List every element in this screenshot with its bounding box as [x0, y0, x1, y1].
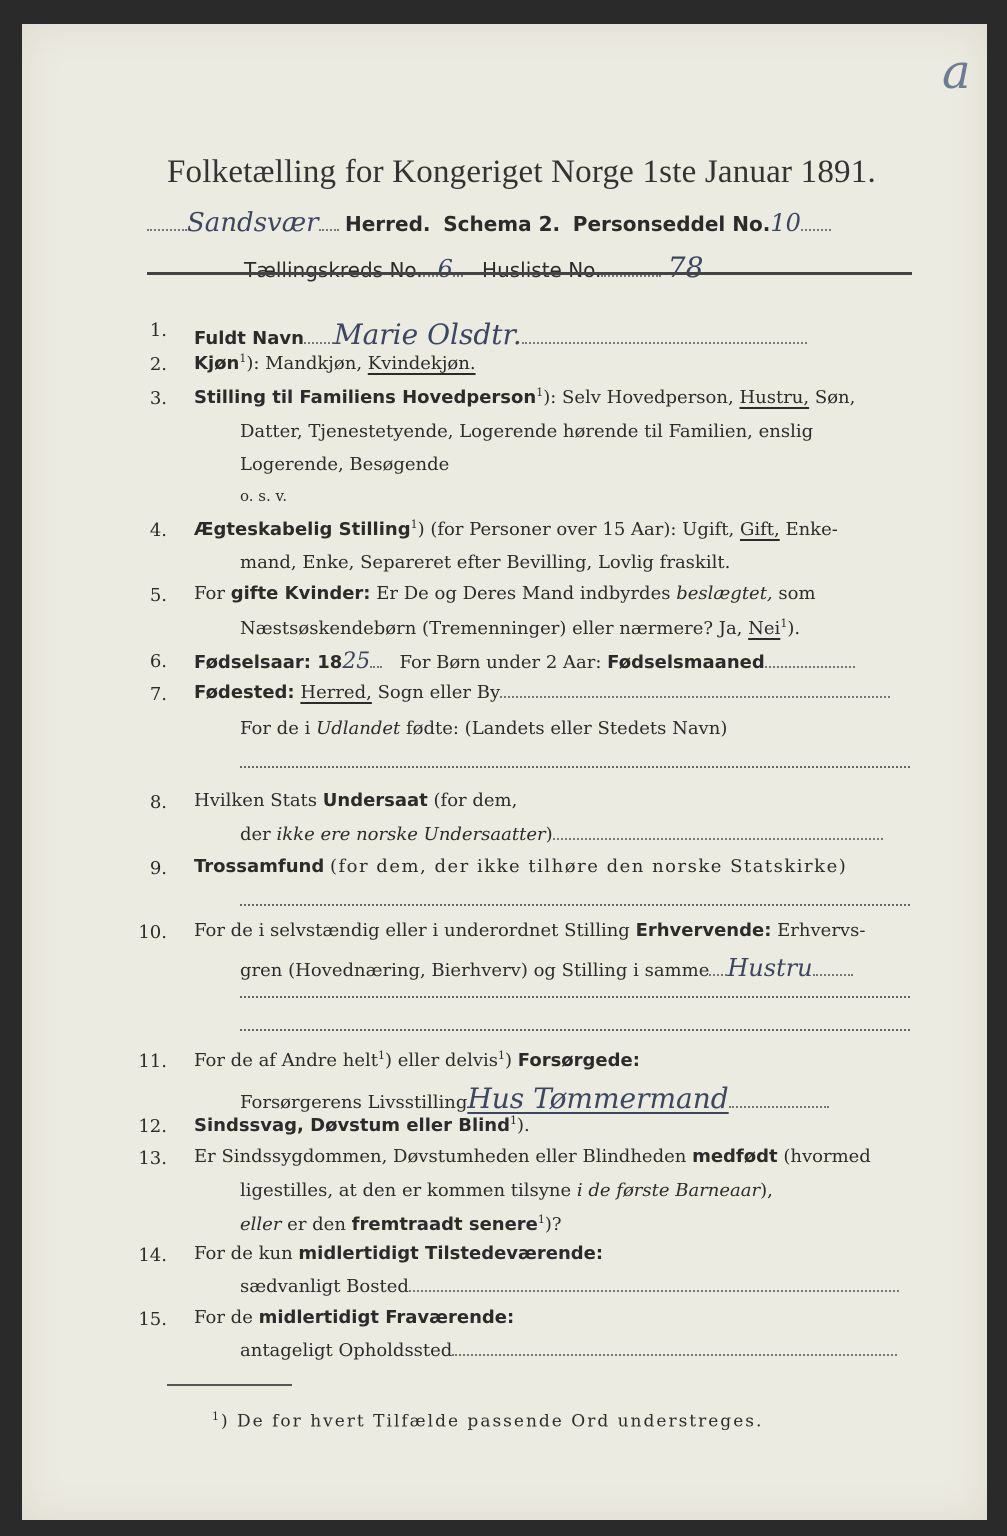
item-text: For de af Andre helt [194, 1050, 379, 1071]
footnote-ref: 1 [536, 386, 544, 399]
item-text: i de første Barneaar [576, 1180, 761, 1201]
answer-line[interactable] [240, 904, 910, 906]
item-number: 2. [149, 354, 167, 375]
item-text: Enke- [785, 519, 838, 540]
footnote-ref: 1 [780, 617, 788, 630]
item-label: midlertidigt Fraværende: [258, 1307, 515, 1328]
item-number: 12. [138, 1116, 167, 1137]
item-text: ) (for Personer over 15 Aar): Ugift, [417, 519, 735, 540]
item-citizenship-line2: der ikke ere norske Undersaatter) [240, 824, 883, 845]
item-text: ikke ere norske Undersaatter [276, 824, 546, 845]
item-gender [194, 352, 476, 374]
item-text: ). [787, 618, 801, 639]
item-number: 5. [149, 585, 167, 606]
item-text: eller delvis [397, 1050, 499, 1071]
item-label: medfødt [692, 1146, 778, 1167]
footnote-ref: 1 [239, 352, 247, 365]
item-label: gifte Kvinder: [230, 583, 371, 604]
marital-selected[interactable]: Gift, [739, 519, 780, 540]
item-marital-status [194, 518, 838, 540]
item-label: Stilling til Familiens Hovedperson [194, 387, 537, 408]
item-label: Kjøn [194, 353, 240, 374]
item-temporary-absent [194, 1307, 514, 1328]
item-text: ), [760, 1180, 773, 1201]
item-number: 4. [149, 520, 167, 541]
schema-label: Schema 2. [443, 212, 561, 236]
item-number: 8. [149, 792, 167, 813]
item-text: (for dem, der ikke tilhøre den norske Statskirke) [329, 856, 848, 877]
corner-annotation: a [942, 44, 971, 100]
item-text: mand, Enke, Separeret efter Bevilling, Lovlig fraskilt. [240, 552, 731, 573]
item-number: 13. [138, 1148, 167, 1169]
item-number: 6. [149, 651, 167, 672]
item-text: For Børn under 2 Aar: [399, 652, 602, 673]
item-label: Erhvervende: [635, 920, 772, 941]
herred-value[interactable]: Sandsvær [187, 208, 319, 238]
item-married-women [194, 583, 816, 604]
item-label: Ægteskabelig Stilling [194, 519, 411, 540]
kreds-label: Tællingskreds No. [244, 258, 423, 282]
item-label: fremtraadt senere [351, 1214, 538, 1235]
item-label: Sindssvag, Døvstum eller Blind [194, 1115, 510, 1136]
item-temporary-absent-line2 [240, 1340, 897, 1361]
occupation-value[interactable]: Hustru [727, 954, 813, 982]
item-number: 10. [138, 922, 167, 943]
item-temporary-present-line2 [240, 1276, 899, 1297]
footnote-text: ) De for hvert Tilfælde passende Ord understreges. [221, 1411, 764, 1432]
item-congenital-line2 [240, 1180, 773, 1201]
provider-occupation-value[interactable]: Hus Tømmermand [467, 1082, 729, 1115]
item-dependents: For de af Andre helt$^1$) eller delvis$^1$) Forsørgede: [194, 1049, 640, 1071]
item-congenital [194, 1146, 871, 1167]
item-number: 7. [149, 684, 167, 705]
item-birthplace [194, 682, 890, 703]
answer-line[interactable] [240, 1029, 910, 1031]
item-text: For [194, 583, 225, 604]
item-text: beslægtet, [676, 583, 773, 604]
personseddel-value[interactable]: 10 [770, 209, 801, 237]
item-text: Erhvervs- [777, 920, 866, 941]
birth-year-value[interactable]: 25 [342, 649, 371, 674]
item-text: Logerende, Besøgende [240, 454, 450, 475]
position-selected[interactable]: Hustru, [739, 387, 810, 408]
item-text: eller [240, 1214, 282, 1235]
item-number: 14. [138, 1245, 167, 1266]
footnote-ref: 1 [498, 1049, 506, 1062]
item-text: Næstsøskendebørn (Tremenninger) eller nærmere? Ja, [240, 618, 743, 639]
footnote-ref: 1 [378, 1049, 386, 1062]
gender-selected[interactable]: Kvindekjøn. [367, 353, 476, 374]
item-temporary-present [194, 1243, 603, 1264]
item-text: ligestilles, at den er kommen tilsyne [240, 1180, 572, 1201]
item-text: o. s. v. [240, 487, 287, 505]
item-number: 11. [138, 1051, 167, 1072]
item-text: ). [516, 1115, 530, 1136]
header-rule [147, 272, 912, 275]
item-label: midlertidigt Tilstedeværende: [298, 1243, 604, 1264]
item-text: Datter, Tjenestetyende, Logerende hørende til Familien, enslig [240, 421, 814, 442]
item-text: For de i [240, 718, 311, 739]
answer-line[interactable] [240, 996, 910, 998]
item-family-position [194, 386, 855, 408]
form-title: Folketælling for Kongeriget Norge 1ste Januar 1891. [167, 154, 876, 190]
item-number: 15. [138, 1309, 167, 1330]
item-text: Udlandet [316, 718, 401, 739]
census-form-page [22, 24, 987, 1520]
kreds-value[interactable]: 6 [437, 255, 453, 283]
item-label: Undersaat [322, 790, 428, 811]
item-text: )? [544, 1214, 562, 1235]
item-text: gren (Hovednæring, Bierhverv) og Stilling i samme [240, 960, 710, 981]
item-birth-year [194, 649, 855, 674]
husliste-value[interactable]: 78 [667, 251, 704, 284]
item-text: ): Selv Hovedperson, [543, 387, 734, 408]
herred-label: Herred. [344, 212, 431, 236]
footnote-ref: 1 [212, 1410, 221, 1423]
full-name-value[interactable]: Marie Olsdtr. [333, 318, 522, 351]
item-text: Søn, [814, 387, 856, 408]
related-selected[interactable]: Nei [748, 618, 781, 639]
item-text: (hvormed [783, 1146, 871, 1167]
personseddel-label: Personseddel No. [572, 212, 771, 236]
item-dependents-line2 [240, 1082, 829, 1115]
footnote-ref: 1 [410, 518, 418, 531]
item-text: For de kun [194, 1243, 293, 1264]
item-occupation [194, 920, 865, 941]
item-text: Er Sindssygdommen, Døvstumheden eller Blindheden [194, 1146, 687, 1167]
item-full-name [194, 318, 807, 351]
item-text: Er De og Deres Mand indbyrdes [376, 583, 671, 604]
herred-line [147, 208, 831, 238]
item-occupation-line2 [240, 954, 853, 982]
item-congenital-line3 [240, 1213, 562, 1235]
item-label: Fødested: [194, 682, 295, 703]
gender-options: ): Mandkjøn, [246, 353, 363, 374]
item-number: 3. [149, 388, 167, 409]
item-label: Trossamfund [194, 856, 325, 877]
answer-line[interactable] [240, 766, 910, 768]
item-text: fødte: (Landets eller Stedets Navn) [405, 718, 728, 739]
item-text: Hvilken Stats [194, 790, 318, 811]
item-married-women-line2 [240, 617, 800, 639]
footnote [212, 1410, 763, 1432]
item-label: Forsørgede: [517, 1050, 640, 1071]
kreds-line [244, 251, 703, 284]
footnote-rule [167, 1384, 292, 1386]
item-number: 1. [149, 320, 167, 341]
item-text: For de [194, 1307, 253, 1328]
footnote-ref: 1 [509, 1114, 517, 1127]
husliste-label: Husliste No. [482, 258, 602, 282]
item-label: Fuldt Navn [194, 328, 304, 349]
item-text: For de i selvstændig eller i underordnet Stilling [194, 920, 630, 941]
item-religion [194, 856, 847, 877]
item-disability [194, 1114, 530, 1136]
item-text: antageligt Opholdssted [240, 1340, 453, 1361]
item-text: som [778, 583, 816, 604]
item-text: (for dem, [433, 790, 518, 811]
item-number: 9. [149, 858, 167, 879]
item-text: Forsørgerens Livsstilling [240, 1092, 468, 1113]
item-birthplace-line2 [240, 718, 727, 739]
item-text: der [240, 824, 271, 845]
item-label: Fødselsmaaned [607, 652, 765, 673]
item-citizenship [194, 790, 517, 811]
item-label: Fødselsaar: 18 [194, 652, 343, 673]
item-text: Sogn eller By [377, 682, 501, 703]
item-text: er den [287, 1214, 346, 1235]
item-text: sædvanligt Bosted [240, 1276, 409, 1297]
birthplace-selected[interactable]: Herred, [300, 682, 372, 703]
footnote-ref: 1 [537, 1213, 545, 1226]
